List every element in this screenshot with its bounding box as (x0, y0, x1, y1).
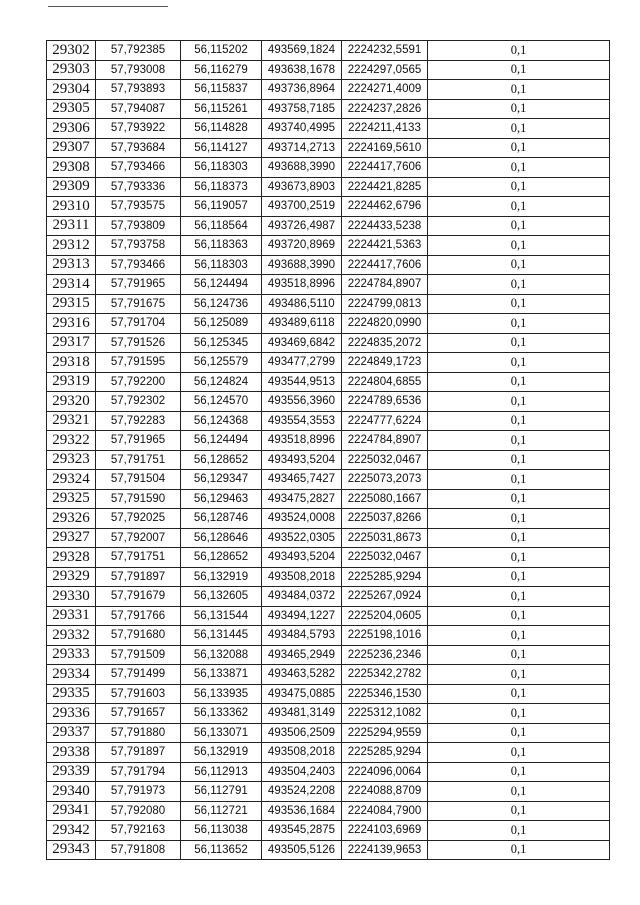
value-cell: 0,1 (428, 197, 610, 217)
value-cell: 0,1 (428, 99, 610, 119)
latitude-cell: 57,792007 (96, 528, 181, 548)
latitude-cell: 57,791704 (96, 314, 181, 334)
table-row (47, 665, 610, 685)
x-coordinate-cell: 493522,0305 (262, 528, 342, 548)
value-cell: 0,1 (428, 216, 610, 236)
y-coordinate-cell: 2225198,1016 (342, 626, 428, 646)
table-row (47, 158, 610, 178)
point-number-cell: 29320 (47, 392, 96, 412)
y-coordinate-cell: 2224433,5238 (342, 216, 428, 236)
value-cell: 0,1 (428, 704, 610, 724)
longitude-cell: 56,118363 (181, 236, 262, 256)
x-coordinate-cell: 493493,5204 (262, 450, 342, 470)
latitude-cell: 57,792200 (96, 372, 181, 392)
value-cell: 0,1 (428, 80, 610, 100)
table-row (47, 489, 610, 509)
value-cell: 0,1 (428, 470, 610, 490)
longitude-cell: 56,125345 (181, 333, 262, 353)
x-coordinate-cell: 493465,2949 (262, 645, 342, 665)
table-row (47, 119, 610, 139)
value-cell: 0,1 (428, 567, 610, 587)
point-number-cell: 29318 (47, 353, 96, 373)
coordinates-table (46, 40, 610, 860)
point-number-cell: 29315 (47, 294, 96, 314)
x-coordinate-cell: 493758,7185 (262, 99, 342, 119)
x-coordinate-cell: 493469,6842 (262, 333, 342, 353)
header-rule (48, 6, 168, 7)
latitude-cell: 57,793809 (96, 216, 181, 236)
x-coordinate-cell: 493720,8969 (262, 236, 342, 256)
x-coordinate-cell: 493489,6118 (262, 314, 342, 334)
x-coordinate-cell: 493536,1684 (262, 801, 342, 821)
point-number-cell: 29331 (47, 606, 96, 626)
table-row (47, 236, 610, 256)
point-number-cell: 29313 (47, 255, 96, 275)
longitude-cell: 56,115837 (181, 80, 262, 100)
value-cell: 0,1 (428, 489, 610, 509)
x-coordinate-cell: 493524,0008 (262, 509, 342, 529)
y-coordinate-cell: 2224088,8709 (342, 782, 428, 802)
point-number-cell: 29336 (47, 704, 96, 724)
x-coordinate-cell: 493465,7427 (262, 470, 342, 490)
latitude-cell: 57,793466 (96, 255, 181, 275)
table-row (47, 840, 610, 860)
longitude-cell: 56,124494 (181, 275, 262, 295)
longitude-cell: 56,132919 (181, 567, 262, 587)
longitude-cell: 56,124570 (181, 392, 262, 412)
longitude-cell: 56,131544 (181, 606, 262, 626)
latitude-cell: 57,792385 (96, 41, 181, 61)
latitude-cell: 57,792302 (96, 392, 181, 412)
value-cell: 0,1 (428, 548, 610, 568)
longitude-cell: 56,114828 (181, 119, 262, 139)
longitude-cell: 56,112791 (181, 782, 262, 802)
point-number-cell: 29317 (47, 333, 96, 353)
y-coordinate-cell: 2224849,1723 (342, 353, 428, 373)
y-coordinate-cell: 2225342,2782 (342, 665, 428, 685)
longitude-cell: 56,112913 (181, 762, 262, 782)
table-row (47, 762, 610, 782)
point-number-cell: 29321 (47, 411, 96, 431)
table-row (47, 704, 610, 724)
longitude-cell: 56,129347 (181, 470, 262, 490)
longitude-cell: 56,115261 (181, 99, 262, 119)
longitude-cell: 56,128652 (181, 548, 262, 568)
table-row (47, 197, 610, 217)
latitude-cell: 57,791766 (96, 606, 181, 626)
x-coordinate-cell: 493494,1227 (262, 606, 342, 626)
latitude-cell: 57,793466 (96, 158, 181, 178)
y-coordinate-cell: 2224789,6536 (342, 392, 428, 412)
y-coordinate-cell: 2224417,7606 (342, 158, 428, 178)
latitude-cell: 57,791590 (96, 489, 181, 509)
point-number-cell: 29330 (47, 587, 96, 607)
y-coordinate-cell: 2225032,0467 (342, 548, 428, 568)
x-coordinate-cell: 493484,5793 (262, 626, 342, 646)
x-coordinate-cell: 493481,3149 (262, 704, 342, 724)
y-coordinate-cell: 2225204,0605 (342, 606, 428, 626)
y-coordinate-cell: 2225031,8673 (342, 528, 428, 548)
latitude-cell: 57,791679 (96, 587, 181, 607)
table-row (47, 255, 610, 275)
longitude-cell: 56,113038 (181, 821, 262, 841)
y-coordinate-cell: 2224169,5610 (342, 138, 428, 158)
point-number-cell: 29305 (47, 99, 96, 119)
table-row (47, 138, 610, 158)
y-coordinate-cell: 2224084,7900 (342, 801, 428, 821)
point-number-cell: 29337 (47, 723, 96, 743)
latitude-cell: 57,791794 (96, 762, 181, 782)
x-coordinate-cell: 493726,4987 (262, 216, 342, 236)
latitude-cell: 57,793922 (96, 119, 181, 139)
value-cell: 0,1 (428, 333, 610, 353)
x-coordinate-cell: 493673,8903 (262, 177, 342, 197)
x-coordinate-cell: 493508,2018 (262, 743, 342, 763)
y-coordinate-cell: 2224820,0990 (342, 314, 428, 334)
value-cell: 0,1 (428, 840, 610, 860)
value-cell: 0,1 (428, 275, 610, 295)
y-coordinate-cell: 2224421,5363 (342, 236, 428, 256)
point-number-cell: 29338 (47, 743, 96, 763)
y-coordinate-cell: 2225312,1082 (342, 704, 428, 724)
y-coordinate-cell: 2224211,4133 (342, 119, 428, 139)
latitude-cell: 57,791897 (96, 743, 181, 763)
longitude-cell: 56,129463 (181, 489, 262, 509)
value-cell: 0,1 (428, 255, 610, 275)
value-cell: 0,1 (428, 41, 610, 61)
latitude-cell: 57,791680 (96, 626, 181, 646)
latitude-cell: 57,792080 (96, 801, 181, 821)
longitude-cell: 56,118373 (181, 177, 262, 197)
x-coordinate-cell: 493504,2403 (262, 762, 342, 782)
latitude-cell: 57,791603 (96, 684, 181, 704)
y-coordinate-cell: 2224462,6796 (342, 197, 428, 217)
point-number-cell: 29333 (47, 645, 96, 665)
point-number-cell: 29343 (47, 840, 96, 860)
latitude-cell: 57,793575 (96, 197, 181, 217)
x-coordinate-cell: 493506,2509 (262, 723, 342, 743)
point-number-cell: 29335 (47, 684, 96, 704)
table-row (47, 528, 610, 548)
value-cell: 0,1 (428, 821, 610, 841)
longitude-cell: 56,133362 (181, 704, 262, 724)
value-cell: 0,1 (428, 606, 610, 626)
point-number-cell: 29312 (47, 236, 96, 256)
table-row (47, 509, 610, 529)
longitude-cell: 56,133071 (181, 723, 262, 743)
latitude-cell: 57,791751 (96, 548, 181, 568)
x-coordinate-cell: 493518,8996 (262, 431, 342, 451)
x-coordinate-cell: 493475,0885 (262, 684, 342, 704)
table-row (47, 801, 610, 821)
point-number-cell: 29340 (47, 782, 96, 802)
y-coordinate-cell: 2225080,1667 (342, 489, 428, 509)
y-coordinate-cell: 2224271,4009 (342, 80, 428, 100)
table-row (47, 372, 610, 392)
x-coordinate-cell: 493736,8964 (262, 80, 342, 100)
x-coordinate-cell: 493484,0372 (262, 587, 342, 607)
latitude-cell: 57,791880 (96, 723, 181, 743)
value-cell: 0,1 (428, 119, 610, 139)
latitude-cell: 57,793684 (96, 138, 181, 158)
longitude-cell: 56,128652 (181, 450, 262, 470)
point-number-cell: 29302 (47, 41, 96, 61)
x-coordinate-cell: 493700,2519 (262, 197, 342, 217)
y-coordinate-cell: 2225285,9294 (342, 743, 428, 763)
x-coordinate-cell: 493524,2208 (262, 782, 342, 802)
value-cell: 0,1 (428, 665, 610, 685)
table-row (47, 470, 610, 490)
x-coordinate-cell: 493569,1824 (262, 41, 342, 61)
longitude-cell: 56,118564 (181, 216, 262, 236)
y-coordinate-cell: 2225037,8266 (342, 509, 428, 529)
longitude-cell: 56,128746 (181, 509, 262, 529)
point-number-cell: 29325 (47, 489, 96, 509)
point-number-cell: 29308 (47, 158, 96, 178)
table-row (47, 294, 610, 314)
value-cell: 0,1 (428, 645, 610, 665)
point-number-cell: 29303 (47, 60, 96, 80)
table-row (47, 548, 610, 568)
latitude-cell: 57,793336 (96, 177, 181, 197)
table-row (47, 450, 610, 470)
latitude-cell: 57,793893 (96, 80, 181, 100)
value-cell: 0,1 (428, 684, 610, 704)
value-cell: 0,1 (428, 236, 610, 256)
y-coordinate-cell: 2224096,0064 (342, 762, 428, 782)
point-number-cell: 29309 (47, 177, 96, 197)
longitude-cell: 56,124494 (181, 431, 262, 451)
latitude-cell: 57,791504 (96, 470, 181, 490)
point-number-cell: 29332 (47, 626, 96, 646)
x-coordinate-cell: 493544,9513 (262, 372, 342, 392)
y-coordinate-cell: 2224799,0813 (342, 294, 428, 314)
point-number-cell: 29322 (47, 431, 96, 451)
table-row (47, 431, 610, 451)
y-coordinate-cell: 2224232,5591 (342, 41, 428, 61)
x-coordinate-cell: 493740,4995 (262, 119, 342, 139)
longitude-cell: 56,133935 (181, 684, 262, 704)
longitude-cell: 56,125579 (181, 353, 262, 373)
value-cell: 0,1 (428, 801, 610, 821)
longitude-cell: 56,112721 (181, 801, 262, 821)
latitude-cell: 57,791657 (96, 704, 181, 724)
longitude-cell: 56,132088 (181, 645, 262, 665)
longitude-cell: 56,118303 (181, 158, 262, 178)
x-coordinate-cell: 493493,5204 (262, 548, 342, 568)
latitude-cell: 57,791973 (96, 782, 181, 802)
table-row (47, 353, 610, 373)
table-row (47, 684, 610, 704)
y-coordinate-cell: 2224835,2072 (342, 333, 428, 353)
point-number-cell: 29316 (47, 314, 96, 334)
table-row (47, 567, 610, 587)
latitude-cell: 57,791675 (96, 294, 181, 314)
longitude-cell: 56,113652 (181, 840, 262, 860)
longitude-cell: 56,119057 (181, 197, 262, 217)
table-row (47, 177, 610, 197)
x-coordinate-cell: 493638,1678 (262, 60, 342, 80)
point-number-cell: 29339 (47, 762, 96, 782)
latitude-cell: 57,791965 (96, 431, 181, 451)
table-row (47, 606, 610, 626)
y-coordinate-cell: 2224237,2826 (342, 99, 428, 119)
value-cell: 0,1 (428, 294, 610, 314)
y-coordinate-cell: 2224103,6969 (342, 821, 428, 841)
point-number-cell: 29307 (47, 138, 96, 158)
value-cell: 0,1 (428, 353, 610, 373)
table-row (47, 743, 610, 763)
x-coordinate-cell: 493545,2875 (262, 821, 342, 841)
value-cell: 0,1 (428, 509, 610, 529)
x-coordinate-cell: 493556,3960 (262, 392, 342, 412)
x-coordinate-cell: 493554,3553 (262, 411, 342, 431)
table-row (47, 314, 610, 334)
y-coordinate-cell: 2224784,8907 (342, 431, 428, 451)
x-coordinate-cell: 493688,3990 (262, 158, 342, 178)
latitude-cell: 57,791965 (96, 275, 181, 295)
x-coordinate-cell: 493518,8996 (262, 275, 342, 295)
point-number-cell: 29341 (47, 801, 96, 821)
y-coordinate-cell: 2225285,9294 (342, 567, 428, 587)
latitude-cell: 57,791751 (96, 450, 181, 470)
longitude-cell: 56,114127 (181, 138, 262, 158)
value-cell: 0,1 (428, 626, 610, 646)
longitude-cell: 56,116279 (181, 60, 262, 80)
y-coordinate-cell: 2224417,7606 (342, 255, 428, 275)
x-coordinate-cell: 493505,5126 (262, 840, 342, 860)
value-cell: 0,1 (428, 314, 610, 334)
longitude-cell: 56,124824 (181, 372, 262, 392)
longitude-cell: 56,132919 (181, 743, 262, 763)
latitude-cell: 57,791526 (96, 333, 181, 353)
value-cell: 0,1 (428, 587, 610, 607)
y-coordinate-cell: 2224297,0565 (342, 60, 428, 80)
y-coordinate-cell: 2224804,6855 (342, 372, 428, 392)
longitude-cell: 56,133871 (181, 665, 262, 685)
y-coordinate-cell: 2224139,9653 (342, 840, 428, 860)
latitude-cell: 57,791808 (96, 840, 181, 860)
y-coordinate-cell: 2225267,0924 (342, 587, 428, 607)
point-number-cell: 29329 (47, 567, 96, 587)
table-row (47, 333, 610, 353)
point-number-cell: 29326 (47, 509, 96, 529)
table-row (47, 60, 610, 80)
value-cell: 0,1 (428, 60, 610, 80)
value-cell: 0,1 (428, 138, 610, 158)
y-coordinate-cell: 2225073,2073 (342, 470, 428, 490)
longitude-cell: 56,128646 (181, 528, 262, 548)
table-row (47, 411, 610, 431)
x-coordinate-cell: 493477,2799 (262, 353, 342, 373)
latitude-cell: 57,793008 (96, 60, 181, 80)
table-row (47, 723, 610, 743)
latitude-cell: 57,791595 (96, 353, 181, 373)
x-coordinate-cell: 493463,5282 (262, 665, 342, 685)
table-row (47, 80, 610, 100)
point-number-cell: 29306 (47, 119, 96, 139)
longitude-cell: 56,125089 (181, 314, 262, 334)
latitude-cell: 57,792283 (96, 411, 181, 431)
point-number-cell: 29334 (47, 665, 96, 685)
longitude-cell: 56,131445 (181, 626, 262, 646)
point-number-cell: 29323 (47, 450, 96, 470)
value-cell: 0,1 (428, 450, 610, 470)
value-cell: 0,1 (428, 431, 610, 451)
point-number-cell: 29342 (47, 821, 96, 841)
point-number-cell: 29314 (47, 275, 96, 295)
longitude-cell: 56,115202 (181, 41, 262, 61)
latitude-cell: 57,793758 (96, 236, 181, 256)
longitude-cell: 56,118303 (181, 255, 262, 275)
point-number-cell: 29328 (47, 548, 96, 568)
longitude-cell: 56,124368 (181, 411, 262, 431)
table-row (47, 645, 610, 665)
table-body (47, 41, 610, 860)
point-number-cell: 29324 (47, 470, 96, 490)
longitude-cell: 56,124736 (181, 294, 262, 314)
latitude-cell: 57,791897 (96, 567, 181, 587)
point-number-cell: 29311 (47, 216, 96, 236)
y-coordinate-cell: 2224784,8907 (342, 275, 428, 295)
point-number-cell: 29304 (47, 80, 96, 100)
value-cell: 0,1 (428, 392, 610, 412)
y-coordinate-cell: 2225236,2346 (342, 645, 428, 665)
y-coordinate-cell: 2225032,0467 (342, 450, 428, 470)
x-coordinate-cell: 493508,2018 (262, 567, 342, 587)
table-row (47, 41, 610, 61)
value-cell: 0,1 (428, 177, 610, 197)
table-row (47, 626, 610, 646)
latitude-cell: 57,794087 (96, 99, 181, 119)
point-number-cell: 29310 (47, 197, 96, 217)
latitude-cell: 57,791499 (96, 665, 181, 685)
latitude-cell: 57,791509 (96, 645, 181, 665)
x-coordinate-cell: 493486,5110 (262, 294, 342, 314)
y-coordinate-cell: 2224777,6224 (342, 411, 428, 431)
point-number-cell: 29327 (47, 528, 96, 548)
y-coordinate-cell: 2225294,9559 (342, 723, 428, 743)
table-row (47, 392, 610, 412)
point-number-cell: 29319 (47, 372, 96, 392)
latitude-cell: 57,792025 (96, 509, 181, 529)
y-coordinate-cell: 2225346,1530 (342, 684, 428, 704)
latitude-cell: 57,792163 (96, 821, 181, 841)
x-coordinate-cell: 493714,2713 (262, 138, 342, 158)
table-row (47, 216, 610, 236)
table-row (47, 587, 610, 607)
value-cell: 0,1 (428, 782, 610, 802)
x-coordinate-cell: 493475,2827 (262, 489, 342, 509)
table-row (47, 99, 610, 119)
value-cell: 0,1 (428, 723, 610, 743)
value-cell: 0,1 (428, 411, 610, 431)
value-cell: 0,1 (428, 158, 610, 178)
longitude-cell: 56,132605 (181, 587, 262, 607)
value-cell: 0,1 (428, 372, 610, 392)
table-row (47, 782, 610, 802)
x-coordinate-cell: 493688,3990 (262, 255, 342, 275)
value-cell: 0,1 (428, 762, 610, 782)
value-cell: 0,1 (428, 528, 610, 548)
value-cell: 0,1 (428, 743, 610, 763)
y-coordinate-cell: 2224421,8285 (342, 177, 428, 197)
table-row (47, 821, 610, 841)
table-row (47, 275, 610, 295)
